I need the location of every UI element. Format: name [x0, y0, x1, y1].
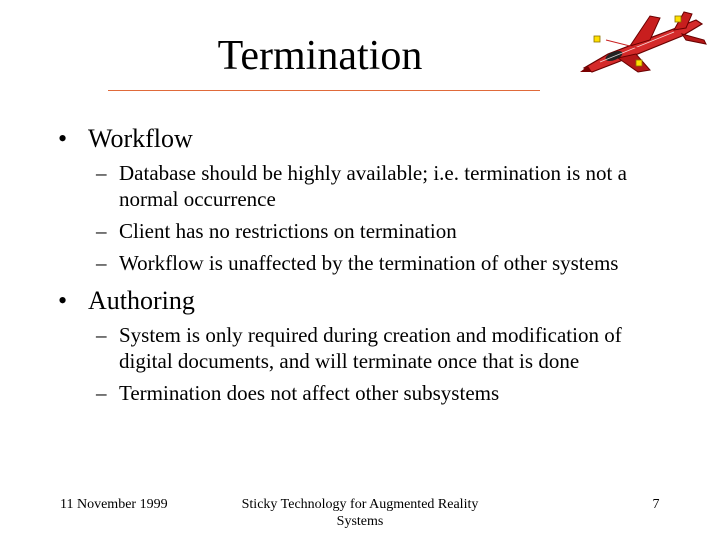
- dash-icon: –: [96, 381, 107, 405]
- bullet-icon: •: [58, 286, 68, 315]
- fighter-jet-icon: [578, 10, 710, 76]
- sub-bullet: [58, 250, 647, 276]
- bullet-heading: Workflow: [88, 124, 193, 153]
- dash-icon: –: [96, 251, 107, 275]
- sub-bullet-text: Workflow is unaffected by the termination of other systems: [119, 251, 619, 275]
- bullet-workflow: [58, 122, 668, 156]
- footer-date: 11 November 1999: [60, 497, 168, 512]
- page-number: 7: [652, 497, 660, 512]
- bullet-authoring: [58, 284, 668, 318]
- sub-bullet-text: System is only required during creation and modification of digital documents, and will terminate once that is done: [119, 323, 622, 373]
- bullet-heading: Authoring: [88, 286, 195, 315]
- sub-bullet: [58, 218, 647, 244]
- sub-bullet-text: Termination does not affect other subsystems: [119, 381, 500, 405]
- sub-bullet: [58, 160, 647, 212]
- sub-bullet: [58, 380, 647, 406]
- sub-bullet: [58, 322, 647, 374]
- sub-bullet-text: Client has no restrictions on termination: [119, 219, 457, 243]
- dash-icon: –: [96, 161, 107, 185]
- slide-content: [58, 120, 668, 412]
- sub-bullet-text: Database should be highly available; i.e. termination is not a normal occurrence: [119, 161, 627, 211]
- slide-title: Termination: [217, 33, 423, 79]
- dash-icon: –: [96, 323, 107, 347]
- bullet-icon: •: [58, 124, 68, 153]
- title-underline: [108, 90, 540, 91]
- dash-icon: –: [96, 219, 107, 243]
- footer-title: Sticky Technology for Augmented Reality Systems: [241, 497, 479, 529]
